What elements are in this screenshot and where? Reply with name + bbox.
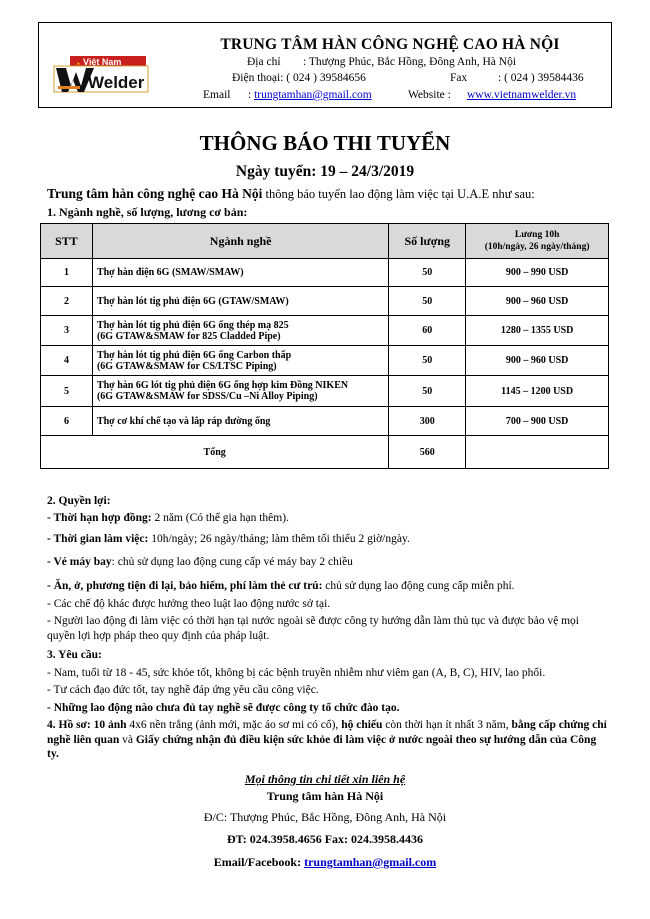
section-3-heading: 3. Yêu cầu: xyxy=(47,649,102,661)
row-wage: 1280 – 1355 USD xyxy=(466,316,609,346)
row-qty: 60 xyxy=(389,316,466,346)
row-job: Thợ hàn 6G lót tig phủ điện 6G ống hợp kim Đồng NIKEN (6G GTAW&SMAW for SDSS/Cu –Ni Alloy Piping) xyxy=(92,376,388,407)
footer-phone-fax: ĐT: 024.3958.4656 Fax: 024.3958.4436 xyxy=(226,832,424,846)
table-row xyxy=(41,316,609,346)
footer-center-name: Trung tâm hàn Hà Nội xyxy=(266,789,384,803)
row-wage: 900 – 960 USD xyxy=(466,287,609,316)
row-qty: 50 xyxy=(389,287,466,316)
row-stt: 6 xyxy=(41,407,93,436)
total-value: 560 xyxy=(389,436,466,469)
row-qty: 300 xyxy=(389,407,466,436)
total-label: Tổng xyxy=(41,436,389,469)
table-header-row xyxy=(41,224,609,259)
section-4-paragraph: 4. Hồ sơ: 10 ảnh 4x6 nền trắng (ảnh mới, mặc áo sơ mi có cổ), hộ chiếu còn thời hạn ít nhất 3 năm, bằng cấp chứng chỉ nghề liên quan và Giấy chứng nhận đủ điều kiện sức khỏe đi làm việc ở nước ngoài theo sự hướng dẫn của Công ty. xyxy=(47,719,607,760)
email-link[interactable]: trungtamhan@gmail.com xyxy=(254,89,372,101)
email-label: Email xyxy=(203,89,231,101)
table-row xyxy=(41,407,609,436)
contact-note: Mọi thông tin chi tiết xin liên hệ xyxy=(244,772,406,786)
vietnam-welder-logo xyxy=(52,52,150,94)
row-qty: 50 xyxy=(389,376,466,407)
header-stt: STT xyxy=(41,224,93,259)
footer-email-link[interactable]: trungtamhan@gmail.com xyxy=(304,855,437,869)
phone-line: Điện thoại: ( 024 ) 39584656 xyxy=(232,72,366,84)
requirement-3: - Những lao động nào chưa đủ tay nghề sẽ được công ty tổ chức đào tạo. xyxy=(47,702,400,714)
rights-paragraph: - Người lao động đi làm việc có thời hạn tại nước ngoài sẽ được công ty hướng dẫn làm thủ tục và được bảo vệ mọi quyền lợi hợp pháp theo quy định của pháp luật. xyxy=(47,615,580,642)
row-job: Thợ hàn lót tig phủ điện 6G (GTAW/SMAW) xyxy=(92,287,388,316)
footer-email-line: Email/Facebook: trungtamhan@gmail.com xyxy=(213,855,437,869)
intro-paragraph xyxy=(47,186,535,202)
row-wage: 900 – 990 USD xyxy=(466,259,609,287)
org-name: TRUNG TÂM HÀN CÔNG NGHỆ CAO HÀ NỘI xyxy=(220,36,560,53)
svg-text:Việt Nam: Việt Nam xyxy=(83,57,122,67)
address-label: Địa chỉ xyxy=(247,56,281,68)
row-stt: 4 xyxy=(41,346,93,376)
document-page: Việt Nam Welder TRUNG TÂM HÀN CÔNG NGHỆ CAO HÀ NỘI Địa chỉ : Thượng Phúc, Bắc Hồng, Đông Anh, Hà Nội Điện thoại: ( 024 ) 39584656 Fax : ( 024 ) 39584436 Email : trungtamhan@gmail.com Website : www.vietnamwelder.vn THÔNG BÁO THI TUYỂN Ngày tuyển: 19 – 24/3/2019 Trung tâm hàn công nghệ cao Hà Nội thông báo tuyển lao động làm việc tại U.A.E như sau: 1. Ngành nghề, số lượng, lương cơ bản: STT Ngành nghề Số lượng Lương 10h (10h/ngày, 26 ngày/tháng) 1 Thợ hàn điện 6G (SMAW/SMAW) 50 900 – 990 USD 2 Thợ hàn lót tig phủ điện 6G (GTAW/SMAW) 50 900 – 960 USD 3 Thợ hàn lót tig phủ điện 6G ống thép mạ 825 (6G GTAW&SMAW for 825 Cladded Pipe) 60 1280 – 1355 USD 4 Thợ hàn lót tig phủ điện 6G ống Carbon thấp (6G GTAW&SMAW for CS/LTSC Piping) 50 900 – 960 USD 5 Thợ hàn 6G lót tig phủ điện 6G ống hợp kim Đồng NIKEN (6G GTAW&SMAW for SDSS/Cu –Ni Alloy Piping) 50 1145 – 1200 USD 6 Thợ cơ khí chế tạo và lắp ráp đường ống 300 700 – 900 USD Tổng 560 2. Quyền lợi: - Thời hạn hợp đồng: 2 năm (Có thể gia hạn thêm). - Thời gian làm việc: 10h/ngày; 26 ngày/tháng; làm thêm tối thiểu 2 giờ/ngày. - Vé máy bay: chủ sử dụng lao động cung cấp vé máy bay 2 chiều - Ăn, ở, phương tiện đi lại, bảo hiểm, phí làm thẻ cư trú: chủ sử dụng lao động cung cấp miễn phí. - Các chế độ khác được hưởng theo luật lao động nước sở tại. - Người lao động đi làm việc có thời hạn tại nước ngoài sẽ được công ty hướng dẫn làm thủ tục và được bảo vệ mọi quyền lợi hợp pháp theo quy định của pháp luật. 3. Yêu cầu: - Nam, tuổi từ 18 - 45, sức khỏe tốt, không bị các bệnh truyền nhiễm như viêm gan (A, B, C), HIV, lao phổi. - Tư cách đạo đức tốt, tay nghề đáp ứng yêu cầu công việc. - Những lao động nào chưa đủ tay nghề sẽ được công ty tổ chức đào tạo. 4. Hồ sơ: 10 ảnh 4x6 nền trắng (ảnh mới, mặc áo sơ mi có cổ), hộ chiếu còn thời hạn ít nhất 3 năm, bằng cấp chứng chỉ nghề liên quan và Giấy chứng nhận đủ điều kiện sức khỏe đi làm việc ở nước ngoài theo sự hướng dẫn của Công ty. Mọi thông tin chi tiết xin liên hệ Trung tâm hàn Hà Nội Đ/C: Thượng Phúc, Bắc Hồng, Đông Anh, Hà Nội ĐT: 024.3958.4656 Fax: 024.3958.4436 Email/Facebook: trungtamhan@gmail.com xyxy=(0,0,650,919)
row-wage: 700 – 900 USD xyxy=(466,407,609,436)
intro-text: thông báo tuyển lao động làm việc tại U.A.E như sau: xyxy=(262,187,535,201)
recruitment-date: Ngày tuyển: 19 – 24/3/2019 xyxy=(235,163,415,180)
row-stt: 2 xyxy=(41,287,93,316)
requirement-2: - Tư cách đạo đức tốt, tay nghề đáp ứng yêu cầu công việc. xyxy=(47,684,319,696)
fax-value: : ( 024 ) 39584436 xyxy=(498,72,584,84)
row-job: Thợ hàn điện 6G (SMAW/SMAW) xyxy=(92,259,388,287)
section-2-heading: 2. Quyền lợi: xyxy=(47,495,111,507)
row-wage: 900 – 960 USD xyxy=(466,346,609,376)
table-row xyxy=(41,346,609,376)
intro-org: Trung tâm hàn công nghệ cao Hà Nội xyxy=(47,186,263,201)
footer-address: Đ/C: Thượng Phúc, Bắc Hồng, Đông Anh, Hà Nội xyxy=(203,810,447,824)
section-1-heading: 1. Ngành nghề, số lượng, lương cơ bản: xyxy=(47,205,248,219)
document-title: THÔNG BÁO THI TUYỂN xyxy=(199,131,451,155)
header-salary: Lương 10h (10h/ngày, 26 ngày/tháng) xyxy=(466,224,609,259)
row-qty: 50 xyxy=(389,346,466,376)
row-qty: 50 xyxy=(389,259,466,287)
row-job: Thợ cơ khí chế tạo và lắp ráp đường ống xyxy=(92,407,388,436)
total-wage-empty xyxy=(466,436,609,469)
table-row xyxy=(41,259,609,287)
address-value: : Thượng Phúc, Bắc Hồng, Đông Anh, Hà Nội xyxy=(303,56,517,68)
row-job: Thợ hàn lót tig phủ điện 6G ống Carbon thấp (6G GTAW&SMAW for CS/LTSC Piping) xyxy=(92,346,388,376)
website-link[interactable]: www.vietnamwelder.vn xyxy=(467,89,577,101)
header-qty: Số lượng xyxy=(389,224,466,259)
row-job: Thợ hàn lót tig phủ điện 6G ống thép mạ 825 (6G GTAW&SMAW for 825 Cladded Pipe) xyxy=(92,316,388,346)
living-line: - Ăn, ở, phương tiện đi lại, bảo hiểm, phí làm thẻ cư trú: chủ sử dụng lao động cung cấp miễn phí. xyxy=(47,580,515,592)
header-job: Ngành nghề xyxy=(92,224,388,259)
contract-line: - Thời hạn hợp đồng: 2 năm (Có thể gia hạn thêm). xyxy=(47,512,289,524)
row-stt: 1 xyxy=(41,259,93,287)
table-total-row xyxy=(41,436,609,469)
jobs-table xyxy=(40,223,609,469)
other-benefits-line: - Các chế độ khác được hưởng theo luật lao động nước sở tại. xyxy=(47,598,331,610)
ticket-line: - Vé máy bay: chủ sử dụng lao động cung cấp vé máy bay 2 chiều xyxy=(47,556,353,568)
website-label: Website : xyxy=(408,89,451,101)
hours-line: - Thời gian làm việc: 10h/ngày; 26 ngày/tháng; làm thêm tối thiểu 2 giờ/ngày. xyxy=(47,533,410,545)
svg-text:Welder: Welder xyxy=(88,73,145,92)
requirement-1: - Nam, tuổi từ 18 - 45, sức khỏe tốt, không bị các bệnh truyền nhiễm như viêm gan (A, B, C), HIV, lao phổi. xyxy=(47,667,546,679)
row-wage: 1145 – 1200 USD xyxy=(466,376,609,407)
row-stt: 3 xyxy=(41,316,93,346)
fax-label: Fax xyxy=(450,72,468,84)
table-row xyxy=(41,287,609,316)
table-row xyxy=(41,376,609,407)
row-stt: 5 xyxy=(41,376,93,407)
